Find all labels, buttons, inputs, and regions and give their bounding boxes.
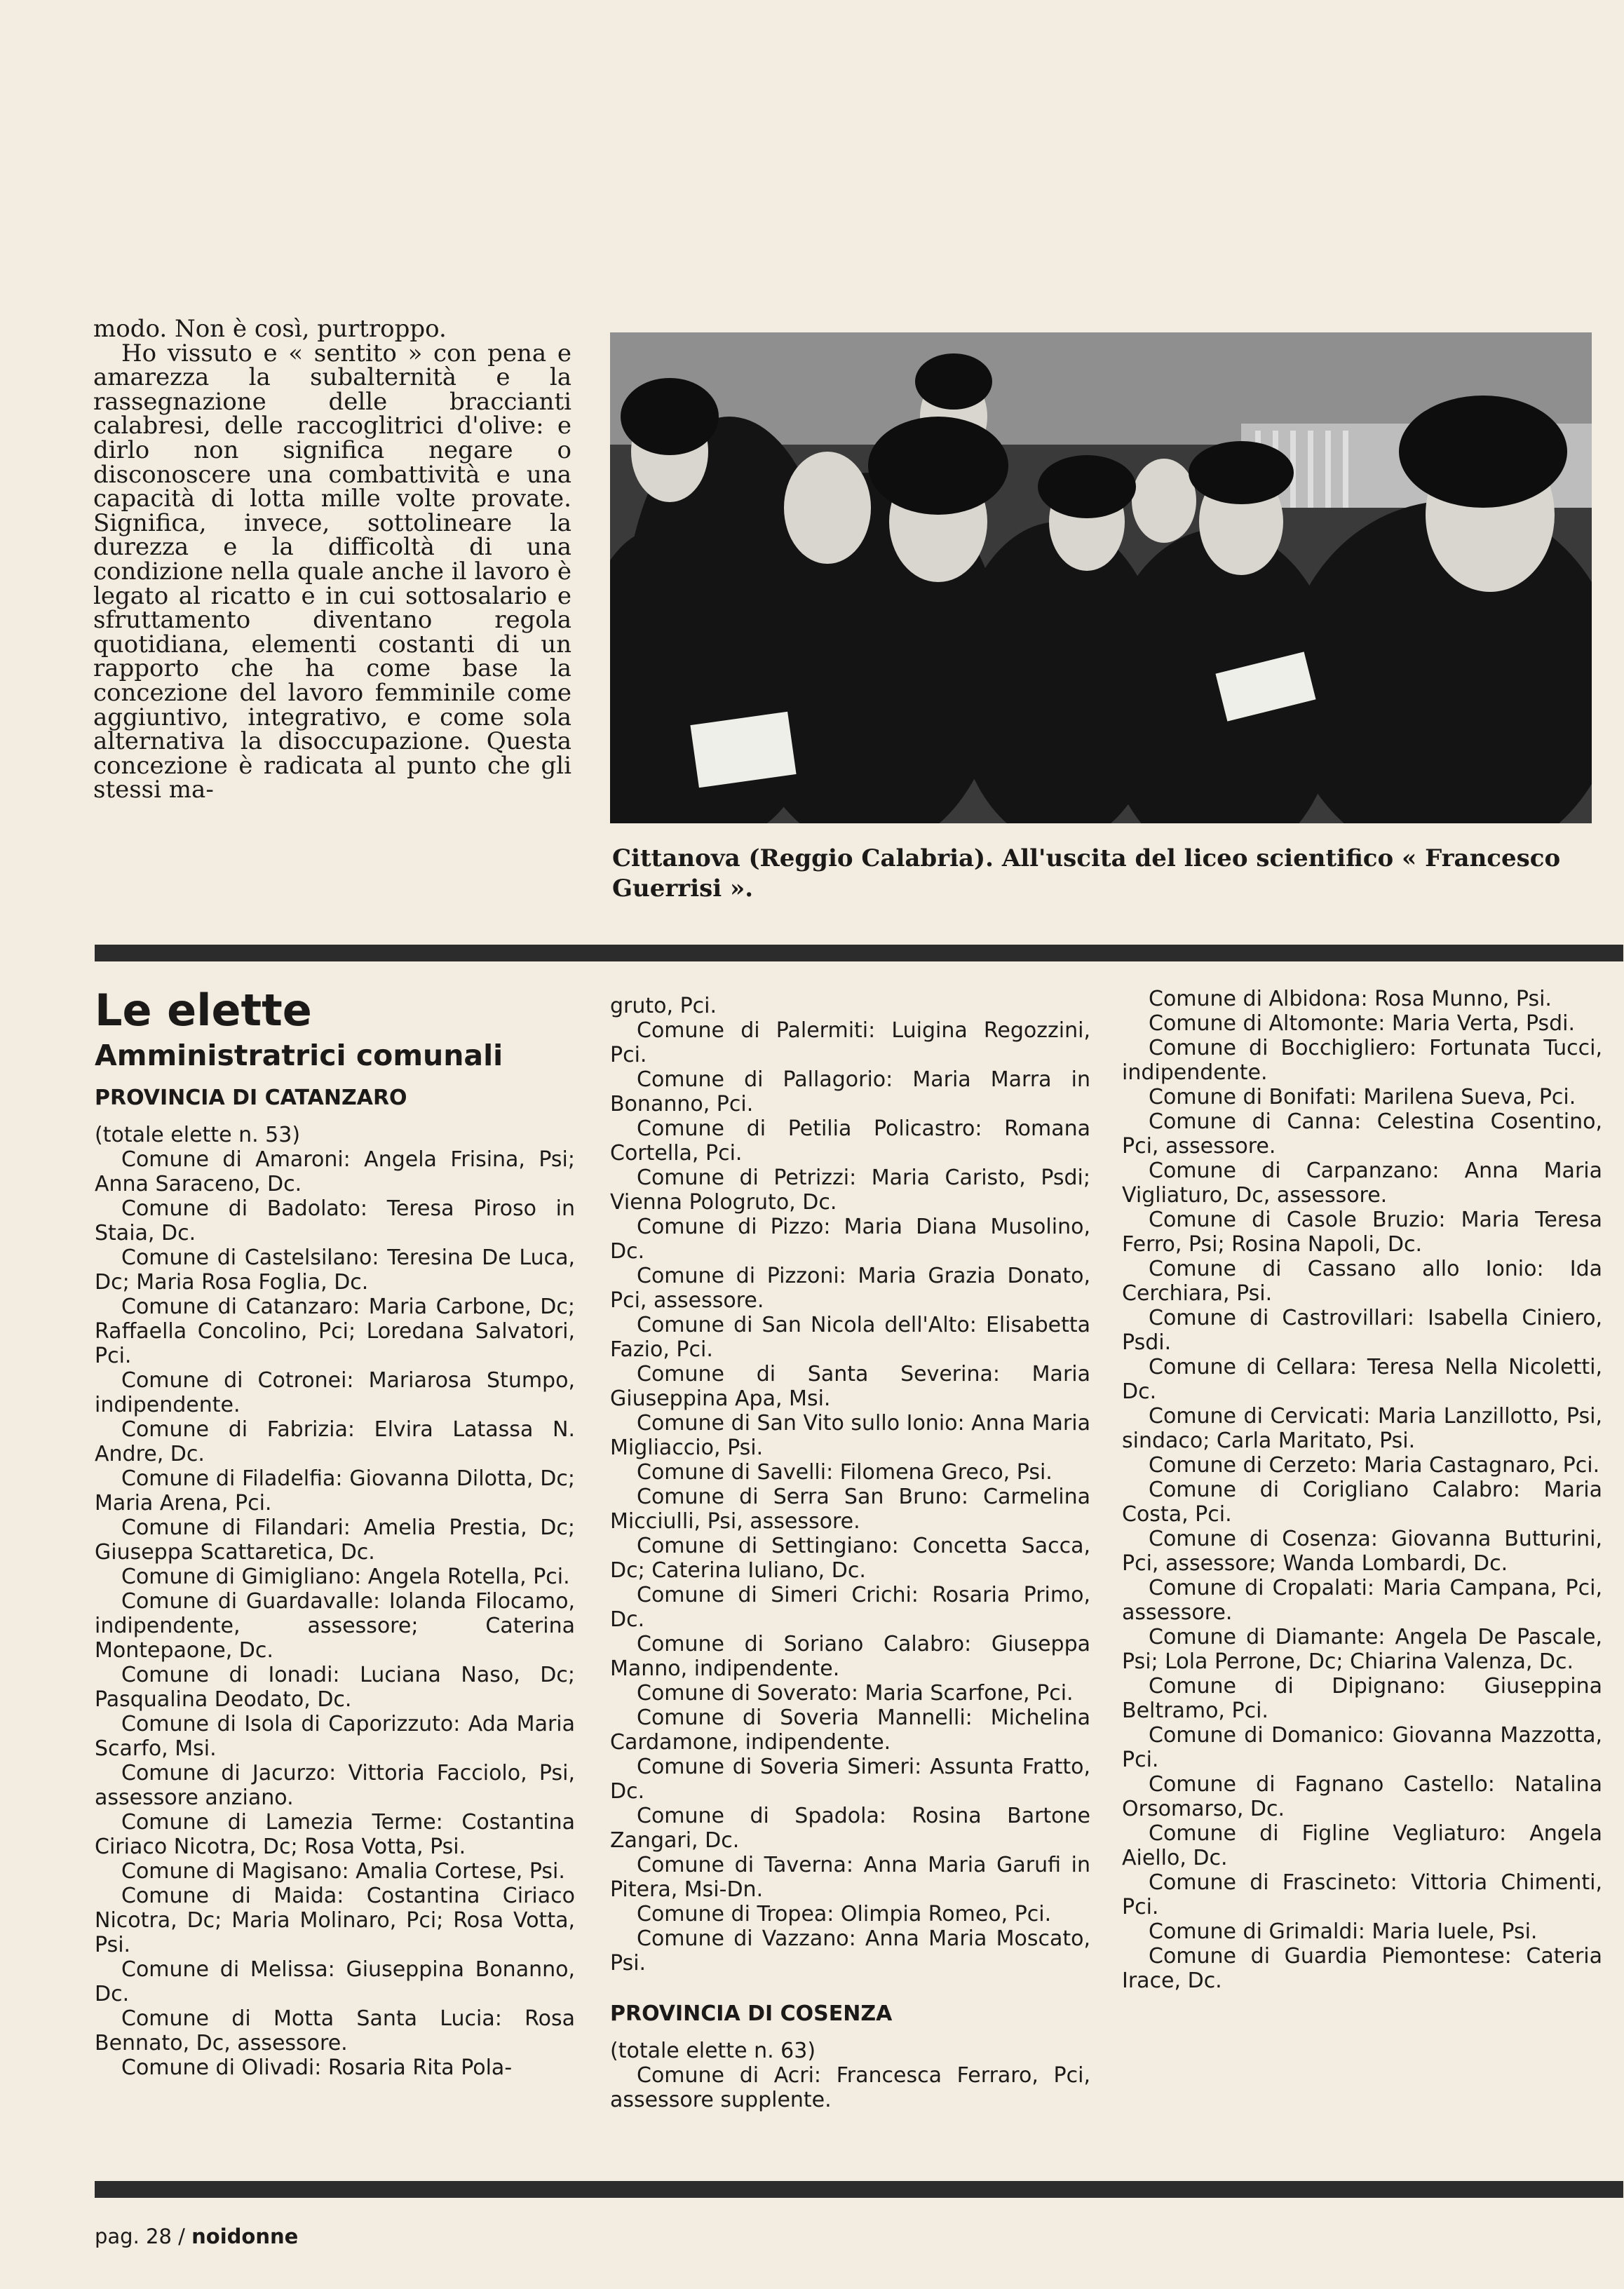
list-item: Comune di Catanzaro: Maria Carbone, Dc; Raffaella Concolino, Pci; Loredana Salvatori, Pci. xyxy=(95,1295,575,1368)
list-item: Comune di Settingiano: Concetta Sacca, Dc; Caterina Iuliano, Dc. xyxy=(610,1534,1090,1583)
list-item: Comune di Petilia Policastro: Romana Cortella, Pci. xyxy=(610,1116,1090,1166)
list-item: Comune di Gimigliano: Angela Rotella, Pci. xyxy=(121,1565,570,1589)
list-item: Comune di Corigliano Calabro: Maria Costa, Pci. xyxy=(1122,1478,1602,1527)
list-item: Comune di Spadola: Rosina Bartone Zangari, Dc. xyxy=(610,1804,1090,1853)
list-item: Comune di Cropalati: Maria Campana, Pci, assessore. xyxy=(1122,1576,1602,1625)
list-item: Comune di Cosenza: Giovanna Butturini, Pci, assessore; Wanda Lombardi, Dc. xyxy=(1122,1527,1602,1576)
list-item: Comune di Cerzeto: Maria Castagnaro, Pci. xyxy=(1149,1453,1600,1478)
list-item: Comune di Pizzo: Maria Diana Musolino, Dc. xyxy=(610,1215,1090,1264)
list-item: Comune di Filandari: Amelia Prestia, Dc; Giuseppa Scattaretica, Dc. xyxy=(95,1515,575,1565)
list-item: Comune di Grimaldi: Maria Iuele, Psi. xyxy=(1149,1919,1538,1944)
list-item: Comune di Frascineto: Vittoria Chimenti, Pci. xyxy=(1122,1870,1602,1919)
list-item: Comune di Vazzano: Anna Maria Moscato, Psi. xyxy=(610,1926,1090,1976)
list-item: Comune di Bonifati: Marilena Sueva, Pci. xyxy=(1149,1085,1576,1109)
list-item: Comune di Guardavalle: Iolanda Filocamo, indipendente, assessore; Caterina Montepaone, Dc. xyxy=(95,1589,575,1663)
list-item: Comune di Cervicati: Maria Lanzillotto, Psi, sindaco; Carla Maritato, Psi. xyxy=(1122,1404,1602,1453)
photo-image xyxy=(610,332,1592,823)
list-item: Comune di Amaroni: Angela Frisina, Psi; Anna Saraceno, Dc. xyxy=(95,1147,575,1196)
list-item: Comune di Acri: Francesca Ferraro, Pci, assessore supplente. xyxy=(610,2063,1090,2112)
list-item: Comune di Simeri Crichi: Rosaria Primo, Dc. xyxy=(610,1583,1090,1632)
list-item: Comune di Dipignano: Giuseppina Beltramo, Pci. xyxy=(1122,1674,1602,1723)
list-item: Comune di Castelsilano: Teresina De Luca, Dc; Maria Rosa Foglia, Dc. xyxy=(95,1245,575,1295)
column-3 xyxy=(1122,987,1602,1993)
list-item: Comune di Altomonte: Maria Verta, Psdi. xyxy=(1149,1011,1576,1036)
list-item-continuation: gruto, Pci. xyxy=(610,994,717,1018)
list-item: Comune di Cassano allo Ionio: Ida Cerchiara, Psi. xyxy=(1122,1257,1602,1306)
province-total: (totale elette n. 53) xyxy=(95,1123,301,1147)
list-item: Comune di Soverato: Maria Scarfone, Pci. xyxy=(637,1681,1074,1706)
list-item: Comune di Cotronei: Mariarosa Stumpo, indipendente. xyxy=(95,1368,575,1417)
list-item: Comune di Ionadi: Luciana Naso, Dc; Pasqualina Deodato, Dc. xyxy=(95,1663,575,1712)
list-item: Comune di Santa Severina: Maria Giuseppina Apa, Msi. xyxy=(610,1362,1090,1411)
list-item: Comune di Fabrizia: Elvira Latassa N. Andre, Dc. xyxy=(95,1417,575,1466)
list-item: Comune di San Nicola dell'Alto: Elisabetta Fazio, Pci. xyxy=(610,1313,1090,1362)
list-item: Comune di Guardia Piemontese: Cateria Irace, Dc. xyxy=(1122,1944,1602,1993)
list-item: Comune di Canna: Celestina Cosentino, Pci, assessore. xyxy=(1122,1109,1602,1159)
list-item: Comune di Figline Vegliaturo: Angela Aiello, Dc. xyxy=(1122,1821,1602,1870)
photo-caption: Cittanova (Reggio Calabria). All'uscita del liceo scientifico « Francesco Guerrisi ». xyxy=(612,844,1561,903)
bottom-divider xyxy=(95,2181,1623,2198)
list-item: Comune di Carpanzano: Anna Maria Vigliaturo, Dc, assessore. xyxy=(1122,1159,1602,1208)
list-item: Comune di Taverna: Anna Maria Garufi in Pitera, Msi-Dn. xyxy=(610,1853,1090,1902)
intro-paragraph: modo. Non è così, purtroppo. xyxy=(93,315,447,343)
list-item: Comune di Melissa: Giuseppina Bonanno, Dc. xyxy=(95,1957,575,2006)
section-title: Le elette xyxy=(95,985,312,1036)
section-divider xyxy=(95,945,1623,961)
column-1 xyxy=(95,985,575,2080)
list-item: Comune di Maida: Costantina Ciriaco Nicotra, Dc; Maria Molinaro, Pci; Rosa Votta, Psi. xyxy=(95,1884,575,1957)
list-item: Comune di Tropea: Olimpia Romeo, Pci. xyxy=(637,1902,1052,1926)
photo xyxy=(610,332,1592,823)
list-item: Comune di Soveria Mannelli: Michelina Cardamone, indipendente. xyxy=(610,1706,1090,1755)
province-heading: PROVINCIA DI CATANZARO xyxy=(95,1086,407,1110)
list-item: Comune di Palermiti: Luigina Regozzini, Pci. xyxy=(610,1018,1090,1067)
list-item: Comune di Bocchigliero: Fortunata Tucci, indipendente. xyxy=(1122,1036,1602,1085)
list-item: Comune di Pizzoni: Maria Grazia Donato, Pci, assessore. xyxy=(610,1264,1090,1313)
intro-text xyxy=(93,317,571,802)
list-item: Comune di Isola di Caporizzuto: Ada Maria Scarfo, Msi. xyxy=(95,1712,575,1761)
list-item: Comune di San Vito sullo Ionio: Anna Maria Migliaccio, Psi. xyxy=(610,1411,1090,1460)
list-item: Comune di Cellara: Teresa Nella Nicoletti, Dc. xyxy=(1122,1355,1602,1404)
province-heading: PROVINCIA DI COSENZA xyxy=(610,2001,893,2026)
list-item: Comune di Petrizzi: Maria Caristo, Psdi; Vienna Pologruto, Dc. xyxy=(610,1166,1090,1215)
list-item: Comune di Jacurzo: Vittoria Facciolo, Psi, assessore anziano. xyxy=(95,1761,575,1810)
list-item: Comune di Soriano Calabro: Giuseppa Manno, indipendente. xyxy=(610,1632,1090,1681)
list-item: Comune di Serra San Bruno: Carmelina Micciulli, Psi, assessore. xyxy=(610,1485,1090,1534)
list-item: Comune di Albidona: Rosa Munno, Psi. xyxy=(1149,987,1552,1011)
intro-paragraph: Ho vissuto e « sentito » con pena e amarezza la subalternità e la rassegnazione delle braccianti calabresi, delle raccoglitrici d'olive: e dirlo non significa negare o disconoscere una combattività e una capacità di lotta mille volte provate. Significa, invece, sottolineare la durezza e la difficoltà di una condizione nella quale anche il lavoro è legato al ricatto e in cui sottosalario e sfruttamento diventano regola quotidiana, elementi costanti di un rapporto che ha come base la concezione del lavoro femminile come aggiuntivo, integrativo, e come sola alternativa la disoccupazione. Questa concezione è radicata al punto che gli stessi ma- xyxy=(93,339,571,804)
list-item: Comune di Soveria Simeri: Assunta Fratto, Dc. xyxy=(610,1755,1090,1804)
list-item: Comune di Casole Bruzio: Maria Teresa Ferro, Psi; Rosina Napoli, Dc. xyxy=(1122,1208,1602,1257)
list-item: Comune di Domanico: Giovanna Mazzotta, Pci. xyxy=(1122,1723,1602,1772)
list-item: Comune di Pallagorio: Maria Marra in Bonanno, Pci. xyxy=(610,1067,1090,1116)
list-item: Comune di Filadelfia: Giovanna Dilotta, Dc; Maria Arena, Pci. xyxy=(95,1466,575,1515)
province-total: (totale elette n. 63) xyxy=(610,2039,816,2063)
section-subtitle: Amministratrici comunali xyxy=(95,1039,503,1072)
list-item: Comune di Lamezia Terme: Costantina Ciriaco Nicotra, Dc; Rosa Votta, Psi. xyxy=(95,1810,575,1859)
list-item: Comune di Olivadi: Rosaria Rita Pola- xyxy=(121,2055,513,2080)
magazine-name: noidonne xyxy=(191,2224,299,2248)
list-item: Comune di Badolato: Teresa Piroso in Staia, Dc. xyxy=(95,1196,575,1245)
column-2 xyxy=(610,994,1090,2112)
list-item: Comune di Magisano: Amalia Cortese, Psi. xyxy=(121,1859,565,1884)
list-item: Comune di Motta Santa Lucia: Rosa Bennato, Dc, assessore. xyxy=(95,2006,575,2055)
list-item: Comune di Diamante: Angela De Pascale, Psi; Lola Perrone, Dc; Chiarina Valenza, Dc. xyxy=(1122,1625,1602,1674)
page-footer xyxy=(95,2224,298,2248)
list-item: Comune di Fagnano Castello: Natalina Orsomarso, Dc. xyxy=(1122,1772,1602,1821)
list-item: Comune di Savelli: Filomena Greco, Psi. xyxy=(637,1460,1053,1485)
page-number: pag. 28 / xyxy=(95,2224,185,2248)
list-item: Comune di Castrovillari: Isabella Ciniero, Psdi. xyxy=(1122,1306,1602,1355)
